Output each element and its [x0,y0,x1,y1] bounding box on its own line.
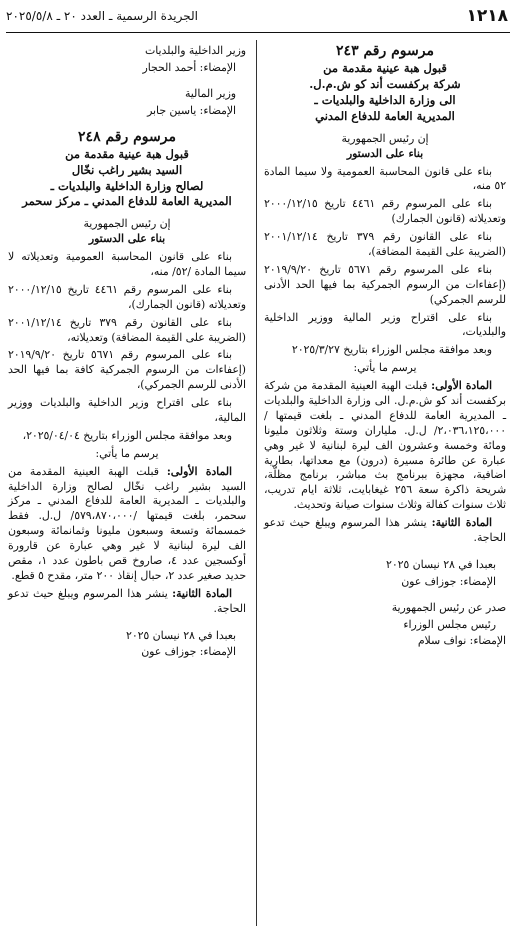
decree-243-constitution: بناء على الدستور [346,146,424,160]
decree-243-date: بعبدا في ٢٨ نيسان ٢٠٢٥ [386,557,496,571]
minister-finance-title: وزير المالية [185,86,236,100]
decree-248-signature: الإمضاء: جوزاف عون [141,645,236,659]
decree-243-subject-line: الى وزارة الداخلية والبلديات ـ [314,93,456,108]
decree-243-enacting: يرسم ما يأتي: [353,361,417,375]
decree-248-column [8,42,246,662]
article-heading: المادة الأولى: [166,464,232,478]
decree-243-column [264,42,506,651]
decree-248-article-1 [8,465,246,584]
decree-243-signature: الإمضاء: جوزاف عون [401,574,496,588]
decree-243-subject-line: قبول هبة عينية مقدمة من [323,61,447,76]
decree-243-pm-signature: الإمضاء: نواف سلام [417,634,506,648]
decree-243-recital: بناء على المرسوم رقم ٥٦٧١ تاريخ ٢٠١٩/٩/٢٠ (إعفاءات من الرسوم الجمركية بما فيها الحد الأدنى للرسم الجمركي) [264,262,506,306]
decree-248-subject-line: قبول هبة عينية مقدمة من [65,146,189,161]
decree-248-subject-line: لصالح وزارة الداخلية والبلديات ـ [50,178,204,193]
page-number: ١٢١٨ [466,6,508,26]
minister-interior-title: وزير الداخلية والبلديات [145,44,246,57]
article-heading: المادة الأولى: [431,379,492,393]
decree-243-article-1 [264,379,506,513]
decree-248-constitution: بناء على الدستور [88,232,166,246]
header-rule [6,32,510,33]
decree-243-issued-by: صدر عن رئيس الجمهورية [391,600,506,614]
article-heading: المادة الثانية: [172,586,232,600]
article-text: قبلت الهبة العينية المقدمة من شركة بركفست أند كو ش.م.ل. الى وزارة الداخلية والبلديات ـ المديرية العامة للدفاع المدني ـ بلغت قيمتها /٢،٠٣٦،١٢٥،٠٠٠/ ل.ل. ملياران وستة وثلاثون مليونا ومائة وخمسة وعشرون الف ليرة لبنانية لا غير وهي عبارة عن طائرة مسيرة (درون) مع معداتها، بطارية اضافية، مجهزة ببرنامج بث مباشر، برنامج مظلّة، شريحة ذاكرة سعة ٢٥٦ غيغابايت، ثلاثة ايام تدريب، ثلاث سنوات كفالة وثلاث سنوات صيانة وتحديث. [264,379,507,512]
decree-248-enacting: يرسم ما يأتي: [95,446,159,460]
decree-248-recital: بناء على اقتراح وزير الداخلية والبلديات ووزير المالية، [8,396,246,424]
decree-248-recital: بناء على المرسوم رقم ٥٦٧١ تاريخ ٢٠١٩/٩/٢٠ (إعفاءات من الرسوم الجمركية كافة بما فيها الحد الأدنى للرسم الجمركي)، [8,348,246,392]
decree-248-title: مرسوم رقم ٢٤٨ [78,128,176,145]
article-text: قبلت الهبة العينية المقدمة من السيد بشير راغب نخّال لصالح وزارة الداخلية والبلديات ـ المديرية العامة للدفاع المدني ـ مركز سحمر، بلغت قيمتها /٥٧٩،٨٧٠،٠٠٠/ ل.ل. فقط خمسمائة وتسعة وسبعون مليونا وثمانمائة وسبعون الف ليرة لبنانية لا غير وهي عبارة عن قارورة أوكسجين عدد ٤، صاروخ قص باطون عدد ١، مقص حديد صغير عدد ٢، حبال إنقاذ ٢٠٠ متر، مقدح ٥ قطع. [8,464,247,582]
decree-243-recital: بناء على قانون المحاسبة العمومية ولا سيما المادة ٥٢ منه، [264,164,506,193]
column-divider [256,40,257,926]
page-header [6,6,508,32]
decree-243-recital: بناء على القانون رقم ٣٧٩ تاريخ ٢٠٠١/١٢/١٤ (الضريبة على القيمة المضافة)، [264,230,506,258]
decree-248-article-2 [8,587,246,617]
minister-interior-signature: الإمضاء: أحمد الحجار [142,60,236,74]
article-text: ينشر هذا المرسوم ويبلغ حيث تدعو الحاجة. [264,516,506,545]
decree-243-recital: وبعد موافقة مجلس الوزراء بتاريخ ٢٠٢٥/٣/٢٧ [291,343,492,357]
decree-248-subject-line: المديرية العامة للدفاع المدني ـ مركز سحمر [22,194,232,209]
decree-243-title: مرسوم رقم ٢٤٣ [336,43,434,59]
decree-248-recital: بناء على القانون رقم ٣٧٩ تاريخ ٢٠٠١/١٢/١٤ (الضريبة على القيمة المضافة) وتعديلاته، [8,315,246,344]
article-text: ينشر هذا المرسوم ويبلغ حيث تدعو الحاجة. [8,586,246,615]
decree-248-recital: بناء على المرسوم رقم ٤٤٦١ تاريخ ٢٠٠٠/١٢/١٥ وتعديلاته (قانون الجمارك)، [8,282,246,311]
decree-243-prime-minister: رئيس مجلس الوزراء [403,617,496,631]
decree-248-recital: وبعد موافقة مجلس الوزراء بتاريخ ٢٠٢٥/٠٤/٠٤، [22,428,232,442]
article-heading: المادة الثانية: [431,516,492,530]
decree-243-subject-line: شركة بركفست أند كو ش.م.ل. [309,77,461,92]
decree-243-subject-line: المديرية العامة للدفاع المدني [315,108,455,123]
decree-243-article-2 [264,516,506,546]
decree-248-recital: بناء على قانون المحاسبة العمومية وتعديلاته لا سيما المادة /٥٢/ منه، [8,250,246,278]
decree-248-date: بعبدا في ٢٨ نيسان ٢٠٢٥ [126,628,236,642]
running-title: الجريدة الرسمية ـ العدد ٢٠ ـ ٢٠٢٥/٥/٨ [6,9,198,23]
decree-248-president: إن رئيس الجمهورية [83,217,171,231]
minister-finance-signature: الإمضاء: ياسين جابر [147,103,236,117]
decree-243-recital: بناء على اقتراح وزير المالية ووزير الداخلية والبلديات، [264,310,506,339]
decree-248-subject-line: السيد بشير راغب نخّال [71,162,183,177]
decree-243-president: إن رئيس الجمهورية [341,131,429,145]
decree-243-recital: بناء على المرسوم رقم ٤٤٦١ تاريخ ٢٠٠٠/١٢/١٥ وتعديلاته (قانون الجمارك) [264,197,506,226]
